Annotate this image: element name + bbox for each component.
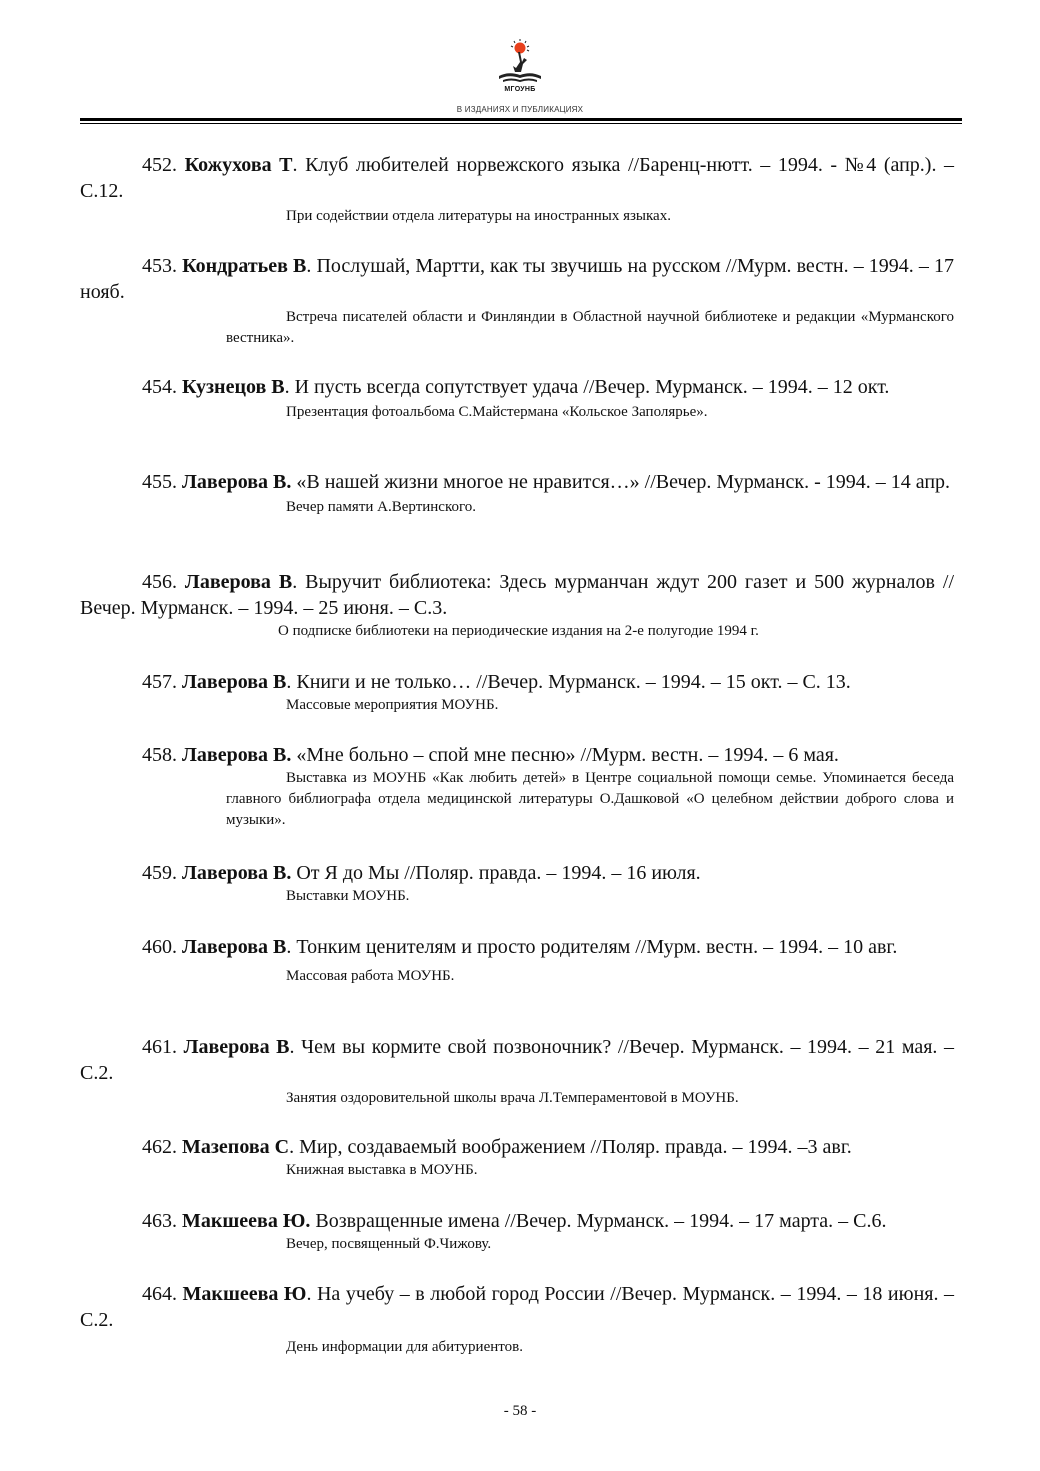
entry-text: «Мне больно – спой мне песню» //Мурм. вестн. – 1994. – 6 мая. — [291, 744, 839, 766]
header-rule-thin — [80, 123, 962, 124]
entry-number: 460. — [142, 936, 177, 958]
entry-author: Лаверова В — [182, 936, 287, 958]
entry-note: Вечер памяти А.Вертинского. — [286, 499, 477, 515]
bibliography-entry — [80, 742, 954, 831]
entry-number: 458. — [142, 744, 177, 766]
entry-author: Лаверова В. — [182, 744, 292, 766]
bibliography-entry — [80, 1134, 954, 1181]
bibliography-entry — [80, 860, 954, 907]
entry-note: Выставки МОУНБ. — [286, 888, 410, 904]
entry-author: Лаверова В — [183, 1036, 290, 1058]
entry-text: . Тонким ценителям и просто родителям //Мурм. вестн. – 1994. – 10 авг. — [286, 936, 898, 958]
entry-note: О подписке библиотеки на периодические издания на 2-е полугодие 1994 г. — [278, 623, 759, 639]
entry-note: Вечер, посвященный Ф.Чижову. — [286, 1236, 492, 1252]
entry-number: 459. — [142, 862, 177, 884]
entry-number: 463. — [142, 1210, 177, 1232]
bibliography-entry — [80, 1208, 954, 1255]
entry-number: 462. — [142, 1136, 177, 1158]
org-name: МГОУНБ — [504, 86, 536, 93]
deer-sun-book-logo-icon — [489, 38, 551, 86]
entry-text: . И пусть всегда сопутствует удача //Вечер. Мурманск. – 1994. – 12 окт. — [284, 376, 890, 398]
entry-text: . Послушай, Мартти, как ты звучишь на русском //Мурм. вестн. – 1994. – 17 нояб. — [80, 255, 955, 303]
entry-author: Лаверова В — [184, 571, 293, 593]
entry-text: От Я до Мы //Поляр. правда. – 1994. – 16 июля. — [291, 862, 701, 884]
entry-text: Возвращенные имена //Вечер. Мурманск. – 1994. – 17 марта. – С.6. — [310, 1210, 887, 1232]
bibliography-entry — [80, 469, 954, 518]
entry-number: 457. — [142, 671, 177, 693]
entry-note: Массовые мероприятия МОУНБ. — [286, 697, 499, 713]
entry-note: Занятия оздоровительной школы врача Л.Темпераментовой в МОУНБ. — [286, 1090, 739, 1106]
entry-text: . Мир, создаваемый воображением //Поляр. правда. – 1994. –3 авг. — [289, 1136, 852, 1158]
entry-text: . Клуб любителей норвежского языка //Баренц-нютт. – 1994. - №4 (апр.). – С.12. — [80, 154, 955, 202]
entry-note: При содействии отдела литературы на иностранных языках. — [286, 208, 671, 224]
page-number: - 58 - — [503, 1403, 537, 1419]
entry-note: Презентация фотоальбома С.Майстермана «Кольское Заполярье». — [286, 404, 708, 420]
entry-note: День информации для абитуриентов. — [286, 1339, 523, 1355]
entry-note: Выставка из МОУНБ «Как любить детей» в Центре социальной помощи семье. Упоминается беседа главного библиографа отдела медицинской литературы О.Дашковой «О целебном действии доброго слова и музыки». — [226, 770, 954, 828]
entry-number: 461. — [142, 1036, 177, 1058]
entry-author: Мазепова С — [182, 1136, 290, 1158]
entry-author: Лаверова В — [182, 671, 287, 693]
entry-author: Макшеева Ю — [182, 1283, 307, 1305]
entry-note: Встреча писателей области и Финляндии в Областной научной библиотеке и редакции «Мурманского вестника». — [226, 309, 954, 346]
entry-text: . На учебу – в любой город России //Вечер. Мурманск. – 1994. – 18 июня. – С.2. — [80, 1283, 955, 1331]
entry-number: 453. — [142, 255, 177, 277]
bibliography-entry — [80, 934, 954, 987]
entry-number: 452. — [142, 154, 177, 176]
entry-text: . Чем вы кормите свой позвоночник? //Вечер. Мурманск. – 1994. – 21 мая. – С.2. — [80, 1036, 954, 1084]
entry-author: Кожухова Т — [184, 154, 293, 176]
bibliography-entry — [80, 374, 954, 423]
entry-author: Макшеева Ю. — [182, 1210, 311, 1232]
entry-note: Массовая работа МОУНБ. — [286, 968, 455, 984]
entry-author: Кондратьев В — [182, 255, 307, 277]
entry-text: . Книги и не только… //Вечер. Мурманск. – 1994. – 15 окт. – С. 13. — [286, 671, 851, 693]
bibliography-entry — [80, 1281, 954, 1358]
entry-author: Лаверова В. — [182, 471, 292, 493]
entry-number: 464. — [142, 1283, 177, 1305]
entry-number: 456. — [142, 571, 177, 593]
header-rule-thick — [80, 118, 962, 121]
entry-number: 454. — [142, 376, 177, 398]
entry-note: Книжная выставка в МОУНБ. — [286, 1162, 478, 1178]
bibliography-entry — [80, 669, 954, 716]
bibliography-entry — [80, 1034, 954, 1109]
bibliography-entry — [80, 152, 954, 227]
bibliography-entry — [80, 253, 954, 349]
entry-author: Кузнецов В — [182, 376, 285, 398]
entry-number: 455. — [142, 471, 177, 493]
entry-text: . Выручит библиотека: Здесь мурманчан ждут 200 газет и 500 журналов //Вечер. Мурманск. – 1994. – 25 июня. – С.3. — [80, 571, 955, 619]
page-header — [0, 0, 1040, 125]
header-subtitle: В ИЗДАНИЯХ И ПУБЛИКАЦИЯХ — [456, 105, 584, 114]
entry-author: Лаверова В. — [182, 862, 292, 884]
bibliography-entry — [80, 569, 954, 642]
entry-text: «В нашей жизни многое не нравится…» //Вечер. Мурманск. - 1994. – 14 апр. — [291, 471, 951, 493]
